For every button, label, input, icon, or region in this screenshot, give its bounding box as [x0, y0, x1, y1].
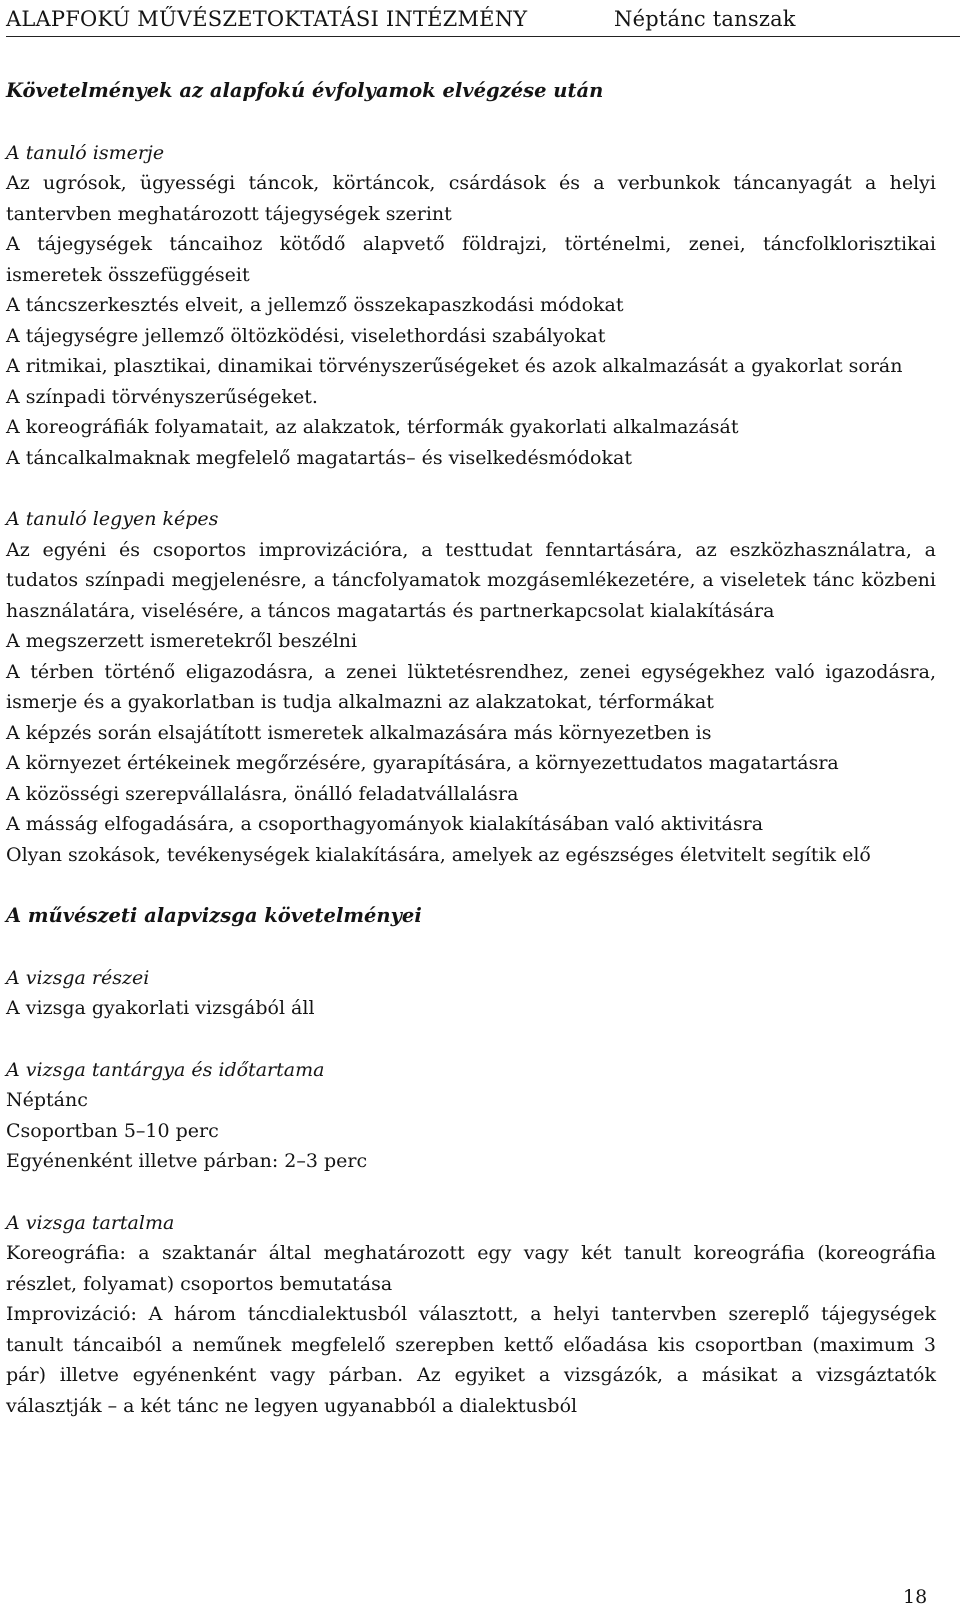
list-student-knows [6, 168, 936, 473]
list-item: A másság elfogadására, a csoporthagyományok kialakításában való aktivitásra [6, 813, 764, 835]
list-item: Az ugrósok, ügyességi táncok, körtáncok, csárdások és a verbunkok táncanyagát a helyi tantervben meghatározott tájegységek szerint [6, 172, 936, 225]
exam-subject-line: Néptánc [6, 1089, 88, 1111]
exam-content-improvisation: Improvizáció: A három táncdialektusból választott, a helyi tantervben szereplő tájegységek tanult táncaiból a neműnek megfelelő szerepben kettő előadása kis csoportban (maximum 3 pár) illetve egyénenként vagy párban. Az egyiket a vizsgázók, a másikat a vizsgáztatók választják – a két tánc ne legyen ugyanabból a dialektusból [6, 1303, 936, 1417]
page-header [6, 4, 956, 34]
list-item: Olyan szokások, tevékenységek kialakítására, amelyek az egészséges életvitelt segítik elő [6, 843, 871, 866]
header-department: Néptánc tanszak [614, 7, 796, 31]
subheading-exam-parts: A vizsga részei [6, 966, 150, 989]
list-student-able [6, 535, 936, 871]
list-item: A ritmikai, plasztikai, dinamikai törvényszerűségeket és azok alkalmazását a gyakorlat során [6, 355, 903, 377]
header-rule [6, 36, 960, 37]
list-item: Az egyéni és csoportos improvizációra, a testtudat fenntartására, az eszközhasználatra, a tudatos színpadi megjelenésre, a táncfolyamatok mozgásemlékezetére, a viseletek tánc közbeni használatára, viselésére, a táncos magatartás és partnerkapcsolat kialakítására [6, 538, 936, 622]
list-item: A táncalkalmaknak megfelelő magatartás– és viselkedésmódokat [6, 446, 632, 469]
list-item: A tájegységre jellemző öltözködési, viselethordási szabályokat [6, 324, 606, 347]
section-title-requirements: Követelmények az alapfokú évfolyamok elvégzése után [6, 79, 604, 102]
list-item: A koreográfiák folyamatait, az alakzatok, térformák gyakorlati alkalmazását [6, 416, 739, 438]
section-title-exam: A művészeti alapvizsga követelményei [6, 904, 422, 927]
list-item: A megszerzett ismeretekről beszélni [6, 630, 358, 652]
exam-content-choreography: Koreográfia: a szaktanár által meghatározott egy vagy két tanult koreográfia (koreográfia részlet, folyamat) csoportos bemutatása [6, 1242, 936, 1295]
subheading-exam-content: A vizsga tartalma [6, 1211, 175, 1234]
list-item: A táncszerkesztés elveit, a jellemző összekapaszkodási módokat [6, 294, 624, 316]
exam-parts-text: A vizsga gyakorlati vizsgából áll [6, 997, 315, 1019]
exam-subject-line: Csoportban 5–10 perc [6, 1119, 219, 1142]
list-item: A közösségi szerepvállalásra, önálló feladatvállalásra [6, 782, 519, 805]
list-item: A színpadi törvényszerűségeket. [6, 385, 318, 408]
list-item: A környezet értékeinek megőrzésére, gyarapítására, a környezettudatos magatartásra [6, 752, 839, 774]
page-number: 18 [903, 1586, 928, 1608]
document-body [6, 76, 936, 1421]
list-item: A képzés során elsajátított ismeretek alkalmazására más környezetben is [6, 721, 712, 744]
subheading-student-able: A tanuló legyen képes [6, 508, 219, 530]
header-institution: ALAPFOKÚ MŰVÉSZETOKTATÁSI INTÉZMÉNY [6, 7, 528, 31]
subheading-exam-subject: A vizsga tantárgya és időtartama [6, 1058, 325, 1081]
subheading-student-knows: A tanuló ismerje [6, 141, 165, 164]
exam-subject-line: Egyénenként illetve párban: 2–3 perc [6, 1150, 368, 1172]
list-item: A tájegységek táncaihoz kötődő alapvető földrajzi, történelmi, zenei, táncfolklorisztikai ismeretek összefüggéseit [6, 233, 936, 286]
list-item: A térben történő eligazodásra, a zenei lüktetésrendhez, zenei egységekhez való igazodásra, ismerje és a gyakorlatban is tudja alkalmazni az alakzatokat, térformákat [6, 660, 936, 713]
